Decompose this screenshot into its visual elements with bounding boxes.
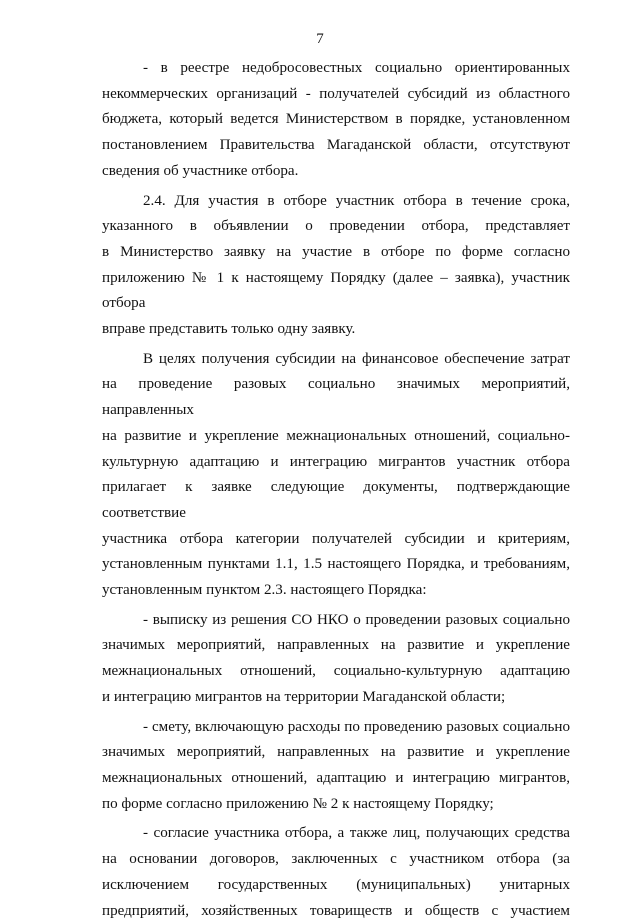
- text-line: установленным пунктом 2.3. настоящего Порядка:: [102, 578, 570, 604]
- text-line: - согласие участника отбора, а также лиц, получающих средства: [102, 821, 570, 847]
- text-line: на развитие и укрепление межнациональных отношений, социально-: [102, 424, 570, 450]
- text-line: указанного в объявлении о проведении отбора, представляет: [102, 214, 570, 240]
- text-line: межнациональных отношений, социально-культурную адаптацию: [102, 659, 570, 685]
- text-line: по форме согласно приложению № 2 к настоящему Порядку;: [102, 792, 570, 818]
- text-line: бюджета, который ведется Министерством в порядке, установленном: [102, 107, 570, 133]
- text-line: межнациональных отношений, адаптацию и интеграцию мигрантов,: [102, 766, 570, 792]
- text-line: значимых мероприятий, направленных на развитие и укрепление: [102, 740, 570, 766]
- text-line: вправе представить только одну заявку.: [102, 317, 570, 343]
- text-line: - выписку из решения СО НКО о проведении разовых социально: [102, 608, 570, 634]
- text-line: на проведение разовых социально значимых мероприятий, направленных: [102, 372, 570, 423]
- text-line: прилагает к заявке следующие документы, подтверждающие соответствие: [102, 475, 570, 526]
- paragraph-required-documents: [102, 347, 570, 604]
- list-item-consent: [102, 821, 570, 924]
- text-line: некоммерческих организаций - получателей субсидий из областного: [102, 82, 570, 108]
- text-line: приложению № 1 к настоящему Порядку (далее – заявка), участник отбора: [102, 266, 570, 317]
- text-line: исключением государственных (муниципальных) унитарных: [102, 873, 570, 899]
- text-line: участника отбора категории получателей субсидии и критериям,: [102, 527, 570, 553]
- text-line: на основании договоров, заключенных с участником отбора (за: [102, 847, 570, 873]
- text-line: культурную адаптацию и интеграцию мигрантов участник отбора: [102, 450, 570, 476]
- text-line: 2.4. Для участия в отборе участник отбора в течение срока,: [102, 189, 570, 215]
- text-line: - в реестре недобросовестных социально ориентированных: [102, 56, 570, 82]
- paragraph-registry-clause: [102, 56, 570, 185]
- text-line: в Министерство заявку на участие в отборе по форме согласно: [102, 240, 570, 266]
- text-line: предприятий, хозяйственных товариществ и обществ с участием: [102, 899, 570, 924]
- text-line: - смету, включающую расходы по проведению разовых социально: [102, 715, 570, 741]
- text-line: значимых мероприятий, направленных на развитие и укрепление: [102, 633, 570, 659]
- text-line: В целях получения субсидии на финансовое обеспечение затрат: [102, 347, 570, 373]
- page-number: 7: [0, 30, 640, 48]
- document-body: [102, 56, 570, 924]
- list-item-decision-extract: [102, 608, 570, 711]
- text-line: сведения об участнике отбора.: [102, 159, 570, 185]
- text-line: и интеграцию мигрантов на территории Магаданской области;: [102, 685, 570, 711]
- text-line: постановлением Правительства Магаданской области, отсутствуют: [102, 133, 570, 159]
- paragraph-section-2-4: [102, 189, 570, 343]
- text-line: установленным пунктами 1.1, 1.5 настоящего Порядка, и требованиям,: [102, 552, 570, 578]
- list-item-cost-estimate: [102, 715, 570, 818]
